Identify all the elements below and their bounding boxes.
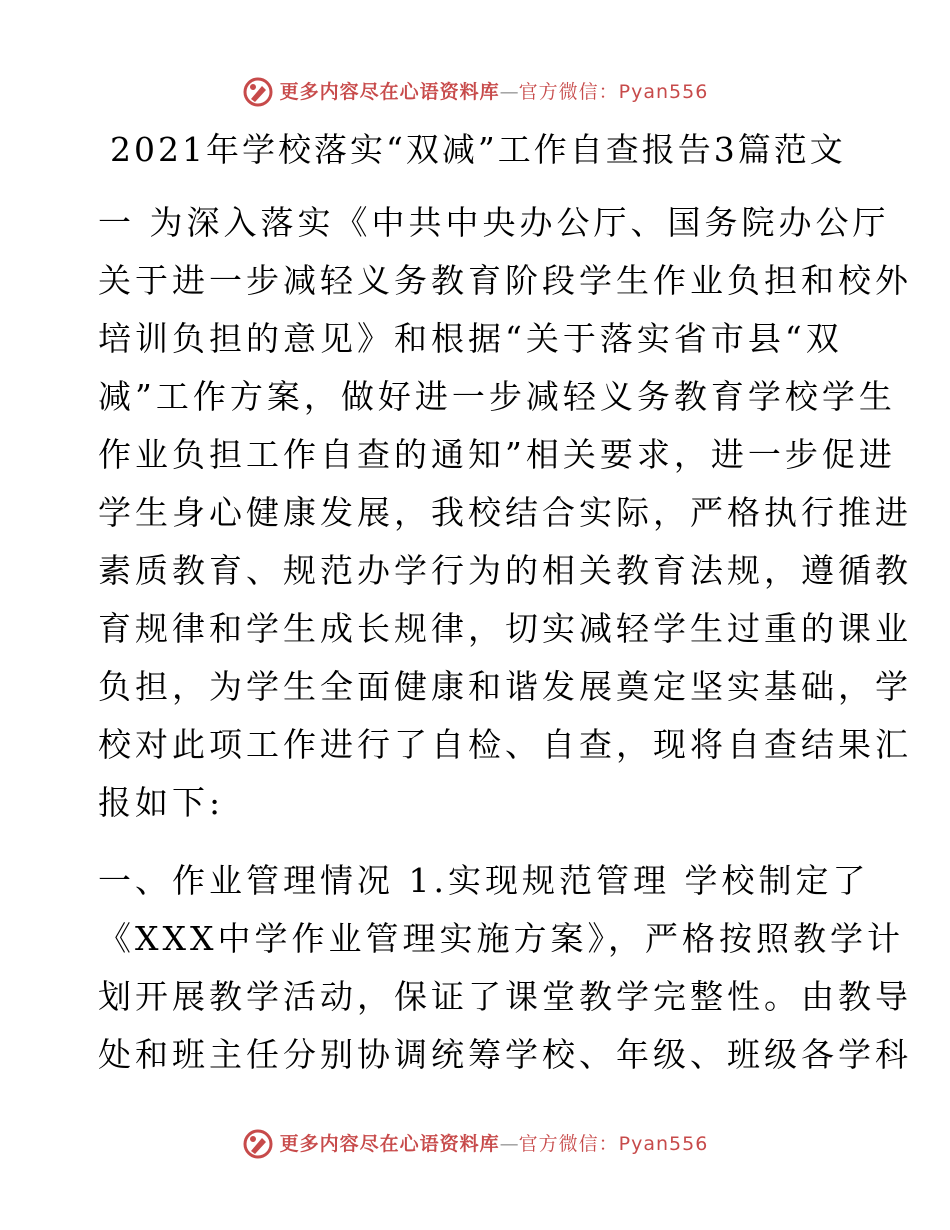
text-line: 《XXX中学作业管理实施方案》，严格按照教学计 (98, 919, 904, 958)
text-line: 减”工作方案，做好进一步减轻义务教育学校学生 (98, 377, 896, 416)
watermark-separator: — (499, 81, 519, 103)
document-title: 2021年学校落实“双减”工作自查报告3篇范文 (110, 130, 846, 169)
text-line: 学生身心健康发展，我校结合实际，严格执行推进 (98, 493, 912, 532)
watermark-contact-text: 官方微信：Pyan556 (518, 81, 709, 103)
paragraph-section-one (98, 852, 912, 1084)
watermark-header (0, 76, 950, 108)
text-line: 负担，为学生全面健康和谐发展奠定坚实基础，学 (98, 667, 912, 706)
text-line: 关于进一步减轻义务教育阶段学生作业负担和校外 (98, 261, 912, 300)
watermark-main-text: 更多内容尽在心语资料库 (279, 81, 500, 103)
text-line: 报如下: (98, 783, 225, 822)
paragraph-intro (98, 194, 912, 832)
text-line: 培训负担的意见》和根据“关于落实省市县“双 (98, 319, 843, 358)
text-line: 作业负担工作自查的通知”相关要求，进一步促进 (98, 435, 896, 474)
watermark-footer (0, 1128, 950, 1160)
pen-circle-logo-icon (242, 76, 274, 108)
watermark-main-text: 更多内容尽在心语资料库 (279, 1133, 500, 1155)
text-line: 一 为深入落实《中共中央办公厅、国务院办公厅 (98, 203, 890, 242)
text-line: 校对此项工作进行了自检、自查，现将自查结果汇 (98, 725, 912, 764)
pen-circle-logo-icon (242, 1128, 274, 1160)
text-line: 划开展教学活动，保证了课堂教学完整性。由教导 (98, 977, 912, 1016)
watermark-contact-text: 官方微信：Pyan556 (518, 1133, 709, 1155)
text-line: 处和班主任分别协调统筹学校、年级、班级各学科 (98, 1035, 912, 1074)
text-line: 素质教育、规范办学行为的相关教育法规，遵循教 (98, 551, 912, 590)
watermark-separator: — (499, 1133, 519, 1155)
text-line: 一、作业管理情况 1.实现规范管理 学校制定了 (98, 861, 870, 900)
text-line: 育规律和学生成长规律，切实减轻学生过重的课业 (98, 609, 912, 648)
